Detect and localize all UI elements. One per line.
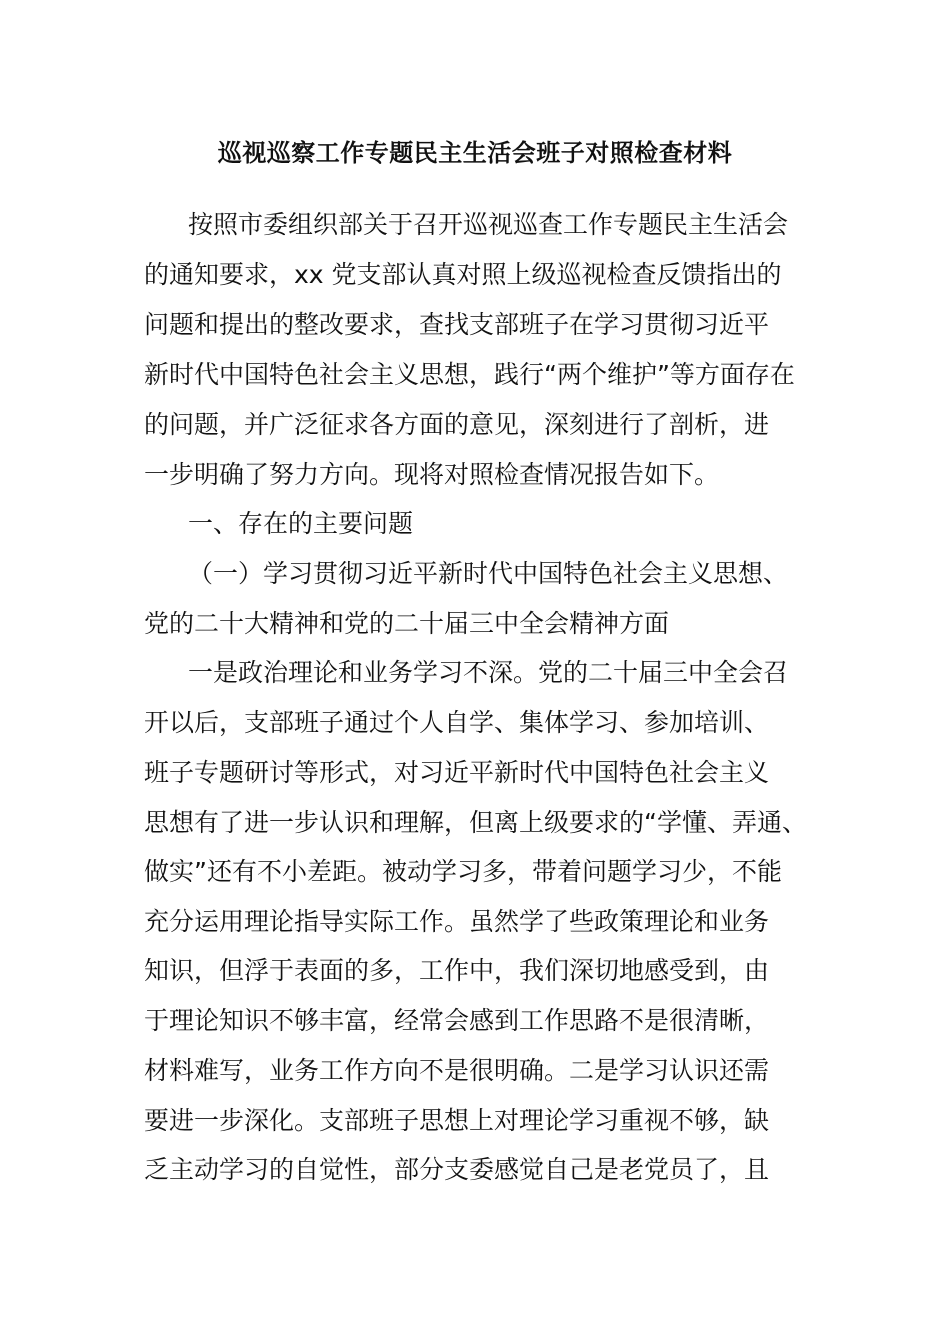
paragraph-line: 按照市委组织部关于召开巡视巡查工作专题民主生活会 xyxy=(188,210,789,239)
paragraph-line: 材料难写，业务工作方向不是很明确。二是学习认识还需 xyxy=(144,1056,770,1085)
paragraph-line: 知识，但浮于表面的多，工作中，我们深切地感受到，由 xyxy=(144,956,770,985)
paragraph-line: 一是政治理论和业务学习不深。党的二十届三中全会召 xyxy=(188,658,789,687)
document-title: 巡视巡察工作专题民主生活会班子对照检查材料 xyxy=(217,139,733,167)
subsection-heading: 党的二十大精神和党的二十届三中全会精神方面 xyxy=(144,609,670,638)
paragraph-line: 充分运用理论指导实际工作。虽然学了些政策理论和业务 xyxy=(144,907,770,936)
paragraph-line: 开以后，支部班子通过个人自学、集体学习、参加培训、 xyxy=(144,708,770,737)
paragraph-line: 要进一步深化。支部班子思想上对理论学习重视不够，缺 xyxy=(144,1106,770,1135)
paragraph-line: 一步明确了努力方向。现将对照检查情况报告如下。 xyxy=(144,460,720,489)
paragraph-line: 乏主动学习的自觉性，部分支委感觉自己是老党员了，且 xyxy=(144,1155,770,1184)
paragraph-line: 于理论知识不够丰富，经常会感到工作思路不是很清晰， xyxy=(144,1006,770,1035)
paragraph-line: 问题和提出的整改要求，查找支部班子在学习贯彻习近平 xyxy=(144,310,770,339)
paragraph-line: 的通知要求，xx 党支部认真对照上级巡视检查反馈指出的 xyxy=(144,260,782,289)
subsection-heading: （一）学习贯彻习近平新时代中国特色社会主义思想、 xyxy=(188,559,789,588)
paragraph-line: 班子专题研讨等形式，对习近平新时代中国特色社会主义 xyxy=(144,758,770,787)
section-heading: 一、存在的主要问题 xyxy=(188,509,414,538)
paragraph-line: 思想有了进一步认识和理解，但离上级要求的“学懂、弄通、 xyxy=(144,808,807,837)
paragraph-line: 做实”还有不小差距。被动学习多，带着问题学习少，不能 xyxy=(144,857,782,886)
paragraph-line: 新时代中国特色社会主义思想，践行“两个维护”等方面存在 xyxy=(144,360,795,389)
paragraph-line: 的问题，并广泛征求各方面的意见，深刻进行了剖析，进 xyxy=(144,410,770,439)
